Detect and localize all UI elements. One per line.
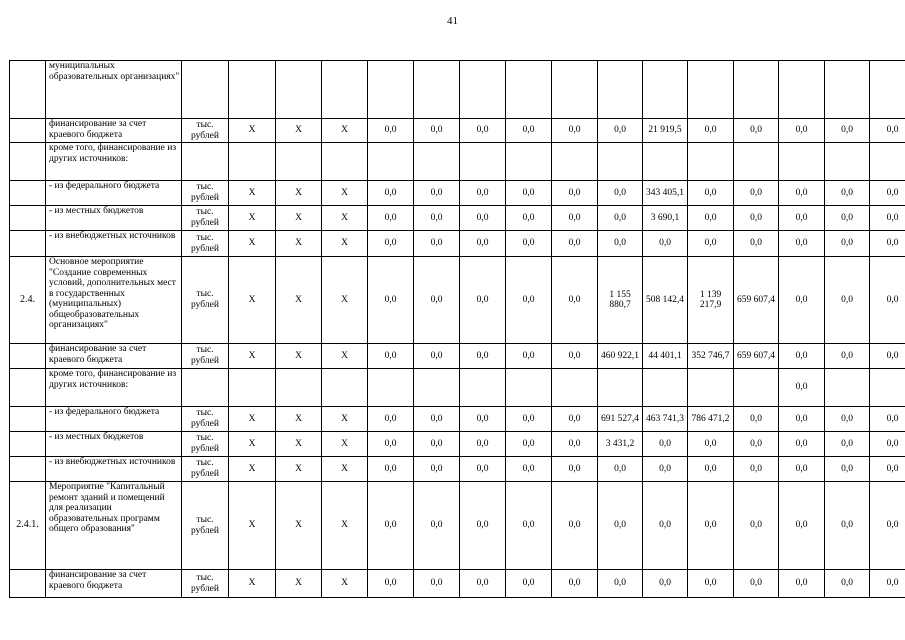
value-cell: Х xyxy=(322,119,368,143)
value-cell xyxy=(825,143,870,181)
value-cell xyxy=(322,143,368,181)
value-cell: Х xyxy=(322,231,368,257)
value-cell: 44 401,1 xyxy=(643,344,688,369)
value-cell: Х xyxy=(276,119,322,143)
value-cell: 0,0 xyxy=(688,119,734,143)
table-row xyxy=(10,181,905,206)
value-cell: 0,0 xyxy=(825,181,870,206)
value-cell: 0,0 xyxy=(506,181,552,206)
value-cell xyxy=(688,369,734,407)
value-cell: Х xyxy=(229,432,276,457)
value-cell xyxy=(276,369,322,407)
value-cell: 0,0 xyxy=(414,206,460,231)
value-cell: 786 471,2 xyxy=(688,407,734,432)
value-cell: 0,0 xyxy=(870,407,905,432)
value-cell: 0,0 xyxy=(688,482,734,570)
value-cell: Х xyxy=(322,344,368,369)
row-number-cell xyxy=(10,407,46,432)
value-cell: 0,0 xyxy=(414,344,460,369)
table-row xyxy=(10,570,905,598)
value-cell xyxy=(368,143,414,181)
value-cell: 0,0 xyxy=(643,482,688,570)
value-cell: 0,0 xyxy=(734,482,779,570)
value-cell: 0,0 xyxy=(460,206,506,231)
value-cell: Х xyxy=(322,457,368,482)
value-cell: 0,0 xyxy=(779,482,825,570)
value-cell: 0,0 xyxy=(825,231,870,257)
value-cell xyxy=(598,369,643,407)
value-cell xyxy=(734,143,779,181)
value-cell xyxy=(598,143,643,181)
value-cell: 0,0 xyxy=(734,457,779,482)
value-cell: 0,0 xyxy=(414,181,460,206)
value-cell: 0,0 xyxy=(506,407,552,432)
value-cell: 0,0 xyxy=(779,257,825,344)
value-cell: 0,0 xyxy=(688,206,734,231)
value-cell xyxy=(825,369,870,407)
value-cell: Х xyxy=(229,344,276,369)
value-cell: 0,0 xyxy=(688,231,734,257)
value-cell xyxy=(506,61,552,119)
item-name-cell: Мероприятие "Капитальный ремонт зданий и помещений для реализации образовательных программ общего образования" xyxy=(46,482,182,570)
table-row xyxy=(10,119,905,143)
value-cell: 0,0 xyxy=(734,231,779,257)
value-cell: 0,0 xyxy=(552,206,598,231)
value-cell: 0,0 xyxy=(368,181,414,206)
value-cell xyxy=(643,369,688,407)
value-cell: 0,0 xyxy=(825,206,870,231)
value-cell: 0,0 xyxy=(870,119,905,143)
item-name-cell: кроме того, финансирование из других источников: xyxy=(46,143,182,181)
budget-table xyxy=(9,60,905,598)
value-cell: 0,0 xyxy=(368,206,414,231)
unit-cell: тыс. рублей xyxy=(182,570,229,598)
value-cell: Х xyxy=(276,570,322,598)
table-row xyxy=(10,457,905,482)
value-cell: Х xyxy=(322,570,368,598)
value-cell: 0,0 xyxy=(460,432,506,457)
value-cell: 0,0 xyxy=(552,344,598,369)
table-body xyxy=(10,61,905,598)
value-cell: 0,0 xyxy=(506,206,552,231)
row-number-cell xyxy=(10,457,46,482)
value-cell: 0,0 xyxy=(734,119,779,143)
value-cell: 0,0 xyxy=(368,257,414,344)
value-cell: 0,0 xyxy=(368,482,414,570)
value-cell: 0,0 xyxy=(368,344,414,369)
value-cell: 0,0 xyxy=(870,570,905,598)
value-cell xyxy=(460,369,506,407)
row-number-cell xyxy=(10,344,46,369)
value-cell: Х xyxy=(229,231,276,257)
unit-cell xyxy=(182,61,229,119)
value-cell xyxy=(688,143,734,181)
value-cell: 0,0 xyxy=(506,119,552,143)
item-name-cell: - из внебюджетных источников xyxy=(46,231,182,257)
value-cell: 0,0 xyxy=(552,257,598,344)
value-cell: 21 919,5 xyxy=(643,119,688,143)
value-cell: Х xyxy=(322,407,368,432)
unit-cell: тыс. рублей xyxy=(182,181,229,206)
unit-cell: тыс. рублей xyxy=(182,206,229,231)
value-cell xyxy=(368,369,414,407)
item-name-cell: - из внебюджетных источников xyxy=(46,457,182,482)
row-number-cell xyxy=(10,369,46,407)
value-cell: Х xyxy=(229,407,276,432)
value-cell: 0,0 xyxy=(460,181,506,206)
value-cell: 0,0 xyxy=(552,432,598,457)
value-cell xyxy=(368,61,414,119)
value-cell xyxy=(506,369,552,407)
value-cell xyxy=(322,61,368,119)
value-cell: 0,0 xyxy=(506,344,552,369)
row-number-cell xyxy=(10,61,46,119)
value-cell xyxy=(229,369,276,407)
value-cell: 1 155 880,7 xyxy=(598,257,643,344)
table-row xyxy=(10,432,905,457)
value-cell: Х xyxy=(276,181,322,206)
value-cell: 0,0 xyxy=(779,206,825,231)
value-cell: 508 142,4 xyxy=(643,257,688,344)
row-number-cell xyxy=(10,231,46,257)
value-cell: 0,0 xyxy=(688,570,734,598)
value-cell: Х xyxy=(276,482,322,570)
value-cell: 0,0 xyxy=(870,181,905,206)
value-cell: 0,0 xyxy=(368,432,414,457)
value-cell xyxy=(414,143,460,181)
row-number-cell xyxy=(10,432,46,457)
value-cell: 0,0 xyxy=(460,257,506,344)
value-cell: 0,0 xyxy=(598,181,643,206)
table-row xyxy=(10,206,905,231)
value-cell: 0,0 xyxy=(734,206,779,231)
value-cell: 0,0 xyxy=(368,407,414,432)
value-cell: Х xyxy=(276,407,322,432)
value-cell xyxy=(460,61,506,119)
value-cell xyxy=(414,369,460,407)
unit-cell: тыс. рублей xyxy=(182,432,229,457)
value-cell xyxy=(322,369,368,407)
value-cell: 0,0 xyxy=(779,231,825,257)
value-cell xyxy=(643,143,688,181)
unit-cell: тыс. рублей xyxy=(182,231,229,257)
table-row xyxy=(10,482,905,570)
value-cell: 0,0 xyxy=(643,457,688,482)
value-cell: 0,0 xyxy=(870,206,905,231)
row-number-cell xyxy=(10,206,46,231)
value-cell: 0,0 xyxy=(552,181,598,206)
value-cell: 0,0 xyxy=(414,570,460,598)
value-cell: 0,0 xyxy=(825,344,870,369)
value-cell: 0,0 xyxy=(552,457,598,482)
value-cell: 0,0 xyxy=(643,570,688,598)
value-cell: 0,0 xyxy=(825,482,870,570)
unit-cell: тыс. рублей xyxy=(182,344,229,369)
value-cell: 0,0 xyxy=(870,482,905,570)
value-cell xyxy=(779,143,825,181)
value-cell xyxy=(734,61,779,119)
value-cell: 0,0 xyxy=(779,369,825,407)
value-cell: 343 405,1 xyxy=(643,181,688,206)
value-cell: 0,0 xyxy=(506,457,552,482)
value-cell: 0,0 xyxy=(460,407,506,432)
value-cell: Х xyxy=(229,119,276,143)
value-cell: 0,0 xyxy=(870,344,905,369)
value-cell: 0,0 xyxy=(825,407,870,432)
value-cell: 0,0 xyxy=(688,181,734,206)
value-cell: 0,0 xyxy=(552,231,598,257)
value-cell: 0,0 xyxy=(552,570,598,598)
item-name-cell: - из федерального бюджета xyxy=(46,181,182,206)
value-cell: 0,0 xyxy=(506,482,552,570)
value-cell: Х xyxy=(276,344,322,369)
value-cell: 0,0 xyxy=(414,407,460,432)
value-cell: 0,0 xyxy=(414,457,460,482)
value-cell xyxy=(552,61,598,119)
value-cell: Х xyxy=(322,206,368,231)
value-cell xyxy=(276,143,322,181)
value-cell: 0,0 xyxy=(598,231,643,257)
value-cell xyxy=(552,143,598,181)
value-cell: 0,0 xyxy=(414,257,460,344)
value-cell: 0,0 xyxy=(779,344,825,369)
value-cell xyxy=(229,61,276,119)
table-row xyxy=(10,257,905,344)
value-cell xyxy=(229,143,276,181)
value-cell: 0,0 xyxy=(414,119,460,143)
table-row xyxy=(10,344,905,369)
row-number-cell xyxy=(10,143,46,181)
value-cell xyxy=(870,143,905,181)
item-name-cell: финансирование за счет краевого бюджета xyxy=(46,119,182,143)
value-cell xyxy=(870,369,905,407)
value-cell: 0,0 xyxy=(643,432,688,457)
value-cell: Х xyxy=(276,231,322,257)
value-cell: 0,0 xyxy=(506,570,552,598)
value-cell xyxy=(825,61,870,119)
value-cell: 659 607,4 xyxy=(734,344,779,369)
value-cell: Х xyxy=(322,181,368,206)
value-cell: 0,0 xyxy=(460,344,506,369)
table-row xyxy=(10,61,905,119)
row-number-cell xyxy=(10,119,46,143)
value-cell: 0,0 xyxy=(870,457,905,482)
value-cell: Х xyxy=(229,181,276,206)
unit-cell: тыс. рублей xyxy=(182,482,229,570)
value-cell: 3 431,2 xyxy=(598,432,643,457)
value-cell: Х xyxy=(276,257,322,344)
value-cell: 0,0 xyxy=(460,457,506,482)
page-number: 41 xyxy=(447,15,458,27)
value-cell: Х xyxy=(229,482,276,570)
item-name-cell: - из федерального бюджета xyxy=(46,407,182,432)
value-cell xyxy=(460,143,506,181)
value-cell: 0,0 xyxy=(779,407,825,432)
value-cell: Х xyxy=(322,257,368,344)
value-cell: 0,0 xyxy=(825,570,870,598)
value-cell: Х xyxy=(276,206,322,231)
value-cell: 0,0 xyxy=(414,231,460,257)
value-cell: 0,0 xyxy=(779,457,825,482)
value-cell: 0,0 xyxy=(460,231,506,257)
value-cell: 0,0 xyxy=(368,231,414,257)
unit-cell: тыс. рублей xyxy=(182,119,229,143)
value-cell: 0,0 xyxy=(734,181,779,206)
value-cell: 0,0 xyxy=(643,231,688,257)
value-cell: 0,0 xyxy=(688,432,734,457)
value-cell: 0,0 xyxy=(460,482,506,570)
value-cell: Х xyxy=(229,570,276,598)
value-cell: 0,0 xyxy=(779,181,825,206)
value-cell: 460 922,1 xyxy=(598,344,643,369)
value-cell: 0,0 xyxy=(506,257,552,344)
value-cell xyxy=(506,143,552,181)
row-number-cell: 2.4. xyxy=(10,257,46,344)
unit-cell: тыс. рублей xyxy=(182,407,229,432)
value-cell xyxy=(276,61,322,119)
value-cell: 0,0 xyxy=(460,570,506,598)
value-cell: 0,0 xyxy=(414,482,460,570)
value-cell xyxy=(552,369,598,407)
value-cell: 0,0 xyxy=(506,432,552,457)
value-cell: 3 690,1 xyxy=(643,206,688,231)
item-name-cell: финансирование за счет краевого бюджета xyxy=(46,344,182,369)
value-cell: 1 139 217,9 xyxy=(688,257,734,344)
unit-cell: тыс. рублей xyxy=(182,457,229,482)
value-cell: 0,0 xyxy=(598,119,643,143)
item-name-cell: - из местных бюджетов xyxy=(46,206,182,231)
value-cell: 463 741,3 xyxy=(643,407,688,432)
table-row xyxy=(10,231,905,257)
value-cell xyxy=(734,369,779,407)
value-cell: 0,0 xyxy=(506,231,552,257)
value-cell: 0,0 xyxy=(870,432,905,457)
value-cell: 0,0 xyxy=(368,119,414,143)
value-cell: 0,0 xyxy=(414,432,460,457)
value-cell xyxy=(643,61,688,119)
value-cell: Х xyxy=(276,432,322,457)
value-cell: 0,0 xyxy=(552,482,598,570)
value-cell: Х xyxy=(322,482,368,570)
value-cell: 0,0 xyxy=(779,119,825,143)
value-cell: 0,0 xyxy=(688,457,734,482)
item-name-cell: - из местных бюджетов xyxy=(46,432,182,457)
item-name-cell: финансирование за счет краевого бюджета xyxy=(46,570,182,598)
value-cell: 0,0 xyxy=(734,407,779,432)
row-number-cell xyxy=(10,181,46,206)
table-row xyxy=(10,369,905,407)
value-cell: Х xyxy=(229,257,276,344)
value-cell: 352 746,7 xyxy=(688,344,734,369)
value-cell: Х xyxy=(276,457,322,482)
value-cell: 0,0 xyxy=(734,432,779,457)
value-cell xyxy=(414,61,460,119)
value-cell: 0,0 xyxy=(598,206,643,231)
value-cell: 0,0 xyxy=(734,570,779,598)
unit-cell: тыс. рублей xyxy=(182,257,229,344)
value-cell xyxy=(598,61,643,119)
item-name-cell: кроме того, финансирование из других источников: xyxy=(46,369,182,407)
item-name-cell: муниципальных образовательных организациях" xyxy=(46,61,182,119)
value-cell: 0,0 xyxy=(779,432,825,457)
value-cell: 0,0 xyxy=(598,570,643,598)
value-cell: 659 607,4 xyxy=(734,257,779,344)
value-cell: 0,0 xyxy=(552,407,598,432)
value-cell: 0,0 xyxy=(825,257,870,344)
value-cell: 0,0 xyxy=(825,432,870,457)
unit-cell xyxy=(182,369,229,407)
value-cell xyxy=(870,61,905,119)
value-cell: Х xyxy=(229,457,276,482)
value-cell: 0,0 xyxy=(552,119,598,143)
value-cell: 0,0 xyxy=(870,231,905,257)
value-cell: 0,0 xyxy=(779,570,825,598)
value-cell: Х xyxy=(229,206,276,231)
value-cell: 0,0 xyxy=(598,482,643,570)
table-row xyxy=(10,143,905,181)
value-cell: 0,0 xyxy=(825,119,870,143)
value-cell: Х xyxy=(322,432,368,457)
value-cell: 0,0 xyxy=(598,457,643,482)
value-cell: 0,0 xyxy=(460,119,506,143)
item-name-cell: Основное мероприятие "Создание современных условий, дополнительных мест в государственных (муниципальных) общеобразовательных организациях" xyxy=(46,257,182,344)
value-cell: 0,0 xyxy=(870,257,905,344)
value-cell: 0,0 xyxy=(368,570,414,598)
table-row xyxy=(10,407,905,432)
value-cell: 0,0 xyxy=(825,457,870,482)
row-number-cell: 2.4.1. xyxy=(10,482,46,570)
value-cell xyxy=(779,61,825,119)
row-number-cell xyxy=(10,570,46,598)
value-cell: 0,0 xyxy=(368,457,414,482)
value-cell xyxy=(688,61,734,119)
unit-cell xyxy=(182,143,229,181)
value-cell: 691 527,4 xyxy=(598,407,643,432)
